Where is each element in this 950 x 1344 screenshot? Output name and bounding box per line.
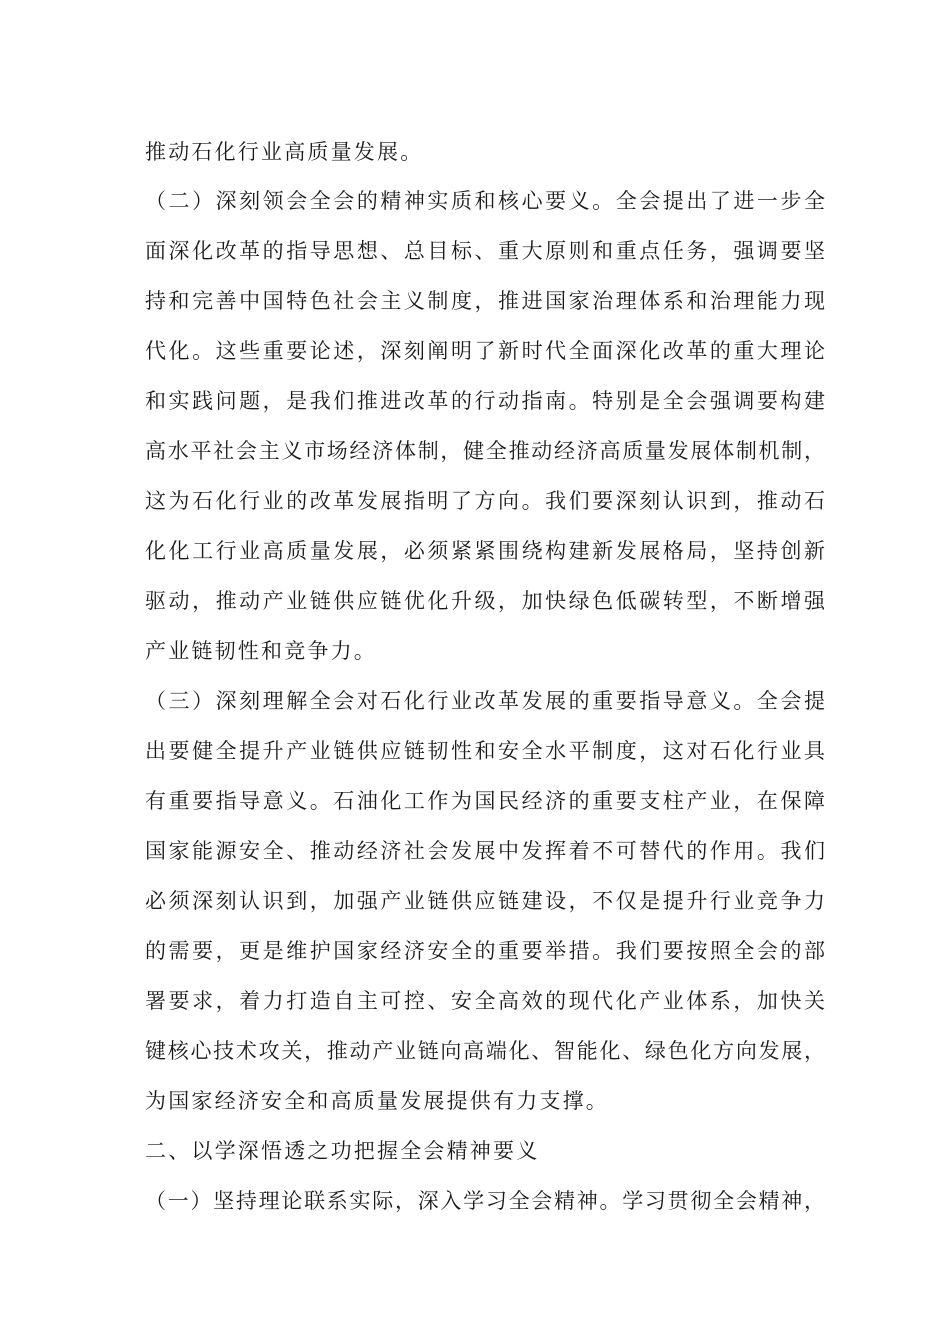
text-line: 驱动，推动产业链供应链优化升级，加快绿色低碳转型，不断增强 bbox=[145, 589, 825, 613]
text-line: 面深化改革的指导思想、总目标、重大原则和重点任务，强调要坚 bbox=[145, 239, 825, 263]
text-line: （一）坚持理论联系实际，深入学习全会精神。学习贯彻全会精神， bbox=[145, 1189, 825, 1213]
section-heading: 二、以学深悟透之功把握全会精神要义 bbox=[145, 1139, 540, 1163]
text-line: 为国家经济安全和高质量发展提供有力支撑。 bbox=[145, 1089, 609, 1113]
text-line: 的需要，更是维护国家经济安全的重要举措。我们要按照全会的部 bbox=[145, 939, 825, 963]
text-line: 产业链韧性和竞争力。 bbox=[145, 639, 377, 663]
text-line: 推动石化行业高质量发展。 bbox=[145, 140, 424, 164]
text-line: 化化工行业高质量发展，必须紧紧围绕构建新发展格局，坚持创新 bbox=[145, 539, 825, 563]
text-line: 国家能源安全、推动经济社会发展中发挥着不可替代的作用。我们 bbox=[145, 839, 825, 863]
text-line: 有重要指导意义。石油化工作为国民经济的重要支柱产业，在保障 bbox=[145, 789, 825, 813]
text-line: 署要求，着力打造自主可控、安全高效的现代化产业体系，加快关 bbox=[145, 989, 825, 1013]
text-line: 这为石化行业的改革发展指明了方向。我们要深刻认识到，推动石 bbox=[145, 489, 825, 513]
text-line: 键核心技术攻关，推动产业链向高端化、智能化、绿色化方向发展， bbox=[145, 1039, 825, 1063]
text-line: 高水平社会主义市场经济体制，健全推动经济高质量发展体制机制， bbox=[145, 439, 825, 463]
text-line: （二）深刻领会全会的精神实质和核心要义。全会提出了进一步全 bbox=[145, 189, 825, 213]
text-line: 代化。这些重要论述，深刻阐明了新时代全面深化改革的重大理论 bbox=[145, 339, 825, 363]
text-line: （三）深刻理解全会对石化行业改革发展的重要指导意义。全会提 bbox=[145, 689, 825, 713]
text-line: 持和完善中国特色社会主义制度，推进国家治理体系和治理能力现 bbox=[145, 289, 825, 313]
text-line: 和实践问题，是我们推进改革的行动指南。特别是全会强调要构建 bbox=[145, 389, 825, 413]
text-line: 出要健全提升产业链供应链韧性和安全水平制度，这对石化行业具 bbox=[145, 739, 825, 763]
text-line: 必须深刻认识到，加强产业链供应链建设，不仅是提升行业竞争力 bbox=[145, 889, 825, 913]
